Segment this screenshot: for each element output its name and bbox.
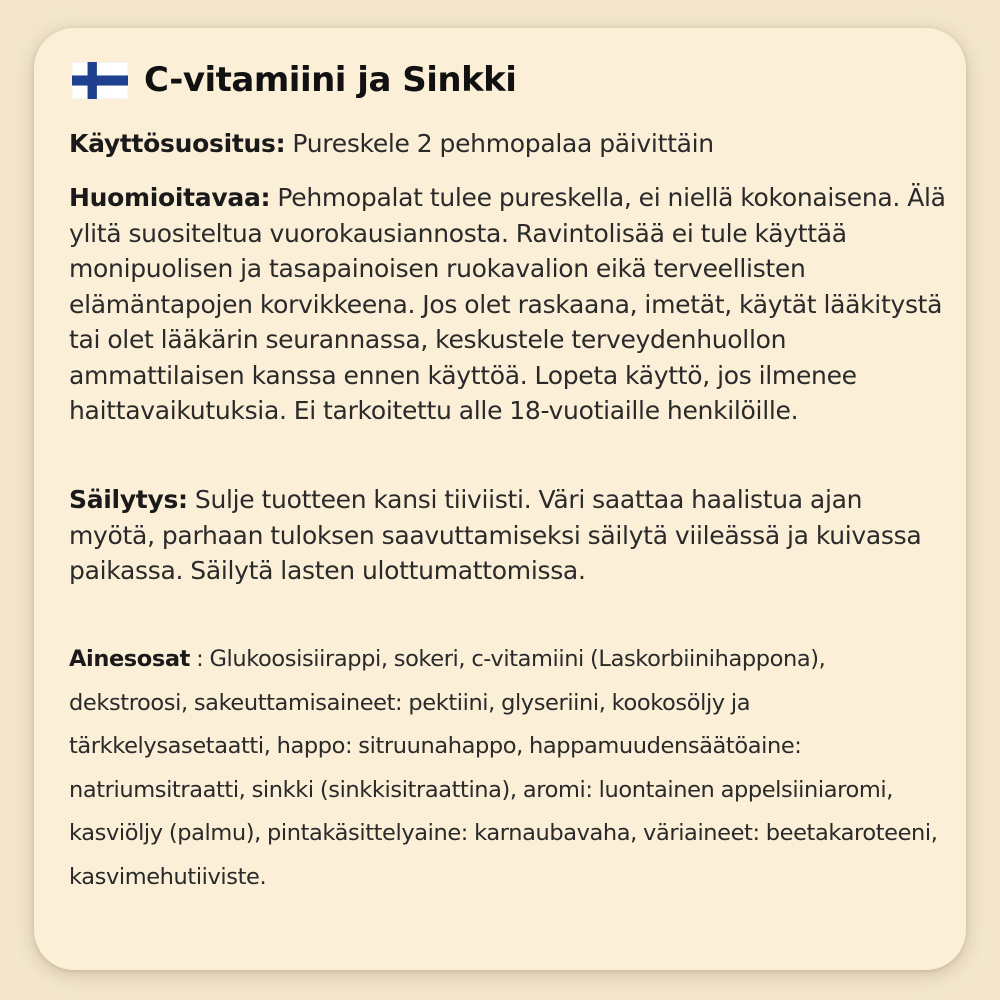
- storage-text: Sulje tuotteen kansi tiiviisti. Väri saattaa haalistua ajan myötä, parhaan tuloksen saavuttamiseksi säilytä viileässä ja kuivassa paikassa. Säilytä lasten ulottumattomissa.: [69, 485, 922, 585]
- page-title: C-vitamiini ja Sinkki: [144, 60, 517, 100]
- ingredients-text: : Glukoosisiirappi, sokeri, c-vitamiini (Laskorbiinihappona), dekstroosi, sakeuttamisaineet: pektiini, glyseriini, kookosöljy ja tärkkelysasetaatti, happo: sitruunahappo, happamuudensäätöaine: natriumsitraatti, sinkki (sinkkisitraattina), aromi: luontainen appelsiiniaromi, kasviöljy (palmu), pintakäsittelyaine: karnaubavaha, väriaineet: beetakaroteeni, kasvimehutiiviste.: [69, 646, 938, 890]
- ingredients-section: [69, 638, 949, 899]
- notice-text: Pehmopalat tulee pureskella, ei niellä kokonaisena. Älä ylitä suositeltua vuorokausiannosta. Ravintolisää ei tule käyttää monipuolisen ja tasapainoisen ruokavalion eikä terveellisten elämäntapojen korvikkeena. Jos olet raskaana, imetät, käytät lääkitystä tai olet lääkärin seurannassa, keskustele terveydenhuollon ammattilaisen kanssa ennen käyttöä. Lopeta käyttö, jos ilmenee haittavaikutuksia. Ei tarkoitettu alle 18-vuotiaille henkilöille.: [69, 183, 946, 425]
- ingredients-label: Ainesosat: [69, 646, 190, 672]
- usage-section: [69, 126, 949, 162]
- usage-label: Käyttösuositus:: [69, 129, 286, 158]
- storage-section: [69, 482, 949, 589]
- notice-section: [69, 180, 949, 429]
- notice-label: Huomioitavaa:: [69, 183, 271, 212]
- usage-text: Pureskele 2 pehmopalaa päivittäin: [285, 129, 714, 158]
- title-row: [72, 60, 516, 100]
- finland-flag-icon: [72, 62, 128, 99]
- storage-label: Säilytys:: [69, 485, 188, 514]
- info-card: [34, 28, 966, 970]
